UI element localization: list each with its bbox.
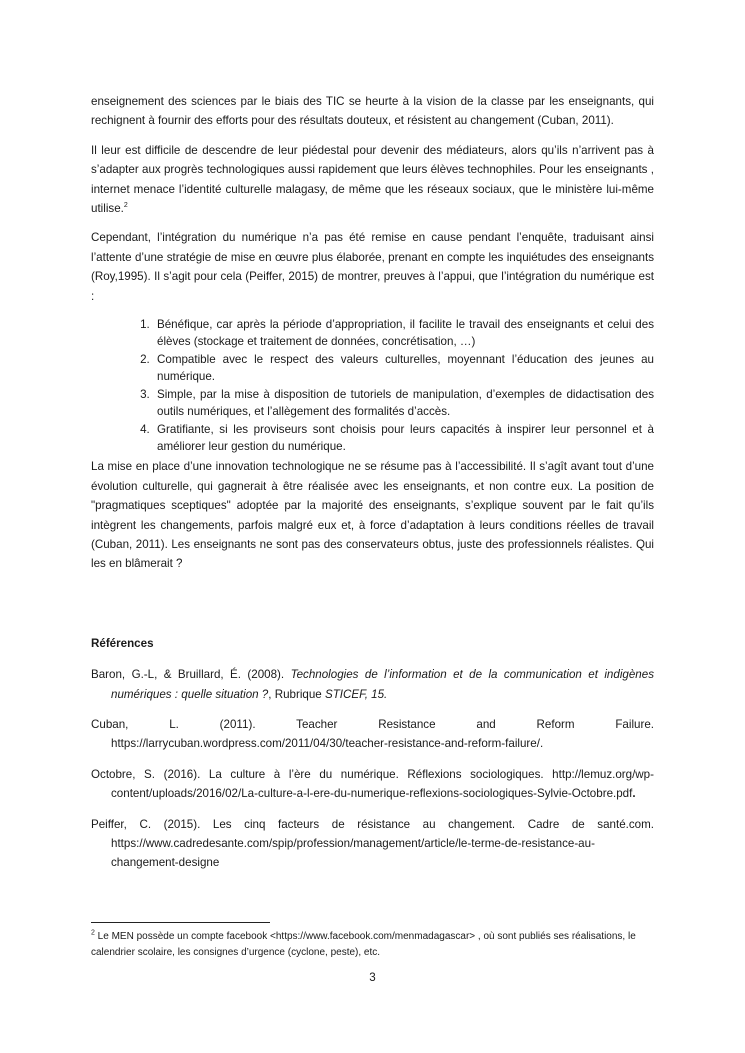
reference-baron-authors: Baron, G.-L, & Bruillard, É. (2008).	[91, 668, 291, 682]
list-item: 2. Compatible avec le respect des valeurs culturelles, moyennant l’éducation des jeunes au numérique.	[153, 351, 654, 386]
footnote-reference: 2	[123, 202, 128, 210]
numbered-list	[91, 316, 654, 455]
document-body	[91, 92, 654, 884]
paragraph-3: Cependant, l’intégration du numérique n’a pas été remise en cause pendant l’enquête, traduisant ainsi l’attente d’une stratégie de mise en œuvre plus élaborée, prenant en compte les inquiétudes des enseignants (Roy,1995). Il s’agit pour cela (Peiffer, 2015) de montrer, preuves à l’appui, que l’intégration du numérique est :	[91, 231, 654, 303]
footnote-number: 2	[91, 929, 95, 937]
list-item: 3. Simple, par la mise à disposition de tutoriels de manipulation, d’exemples de didactisation des outils numériques, et l’allègement des formalités d’accès.	[153, 386, 654, 421]
references-heading: Références	[91, 636, 154, 650]
reference-cuban-first-line: Cuban, L. (2011). Teacher Resistance and Reform Failure.	[91, 717, 654, 731]
reference-octobre-text: Octobre, S. (2016). La culture à l’ère du numérique. Réflexions sociologiques. http://lemuz.org/wp-content/uploads/2016/02/La-culture-a-l-ere-du-numerique-reflexions-sociologiques-Sylvie-Octobre.pdf	[91, 767, 654, 801]
reference-peiffer	[91, 815, 654, 873]
reference-cuban	[91, 715, 654, 754]
footnote	[91, 929, 654, 961]
reference-baron-rest: , Rubrique	[268, 687, 325, 701]
footnote-text: Le MEN possède un compte facebook <https://www.facebook.com/menmadagascar> , où sont publiés ses réalisations, le calendrier scolaire, les consignes d’urgence (cyclone, peste), etc.	[91, 931, 636, 958]
paragraph-2-text: Il leur est difficile de descendre de leur piédestal pour devenir des médiateurs, alors qu’ils n’arrivent pas à s’adapter aux progrès technologiques aussi rapidement que leurs élèves technophiles. Pour les enseignants , internet menace l’identité culturelle malagasy, de même que les réseaux sociaux, que le ministère lui-même utilise.	[91, 143, 654, 216]
paragraph-2	[91, 141, 654, 219]
reference-peiffer-url: https://www.cadredesante.com/spip/profession/management/article/le-terme-de-resistance-au-changement-designe	[111, 837, 595, 870]
paragraph-1: enseignement des sciences par le biais des TIC se heurte à la vision de la classe par les enseignants, qui rechignent à fournir des efforts pour des résultats douteux, et résistent au changement (Cuban, 2011).	[91, 95, 654, 128]
reference-peiffer-first: Peiffer, C. (2015). Les cinq facteurs de résistance au changement. Cadre de santé.com.	[91, 817, 654, 831]
list-item: 4. Gratifiante, si les proviseurs sont choisis pour leurs capacités à inspirer leur personnel et à améliorer leur gestion du numérique.	[153, 421, 654, 456]
reference-baron-journal: STICEF, 15.	[324, 687, 388, 701]
page-number: 3	[369, 971, 376, 984]
reference-octobre	[91, 765, 654, 804]
reference-baron-title: Technologies de l’information et de la communication et indigènes numériques : quelle situation ?	[111, 668, 654, 701]
list-item: 1. Bénéfique, car après la période d’appropriation, il facilite le travail des enseignants et celui des élèves (stockage et traitement de données, concrétisation, …)	[153, 316, 654, 351]
reference-baron	[91, 665, 654, 704]
reference-cuban-url: https://larrycuban.wordpress.com/2011/04/30/teacher-resistance-and-reform-failure/.	[111, 737, 544, 751]
reference-octobre-end: .	[632, 787, 636, 801]
closing-paragraph: La mise en place d’une innovation technologique ne se résume pas à l’accessibilité. Il s’agît avant tout d’une évolution culturelle, qui gagnerait à être réalisée avec les enseignants, et non contre eux. La position de "pragmatiques sceptiques" adoptée par la majorité des enseignants, s’explique souvent par le fait qu’ils intègrent les changements, parfois malgré eux et, à force d’adaptation à leurs conditions réelles de travail (Cuban, 2011). Les enseignants ne sont pas des conservateurs obtus, juste des professionnels réalistes. Qui les en blâmerait ?	[91, 460, 654, 571]
footnote-separator	[91, 922, 270, 923]
